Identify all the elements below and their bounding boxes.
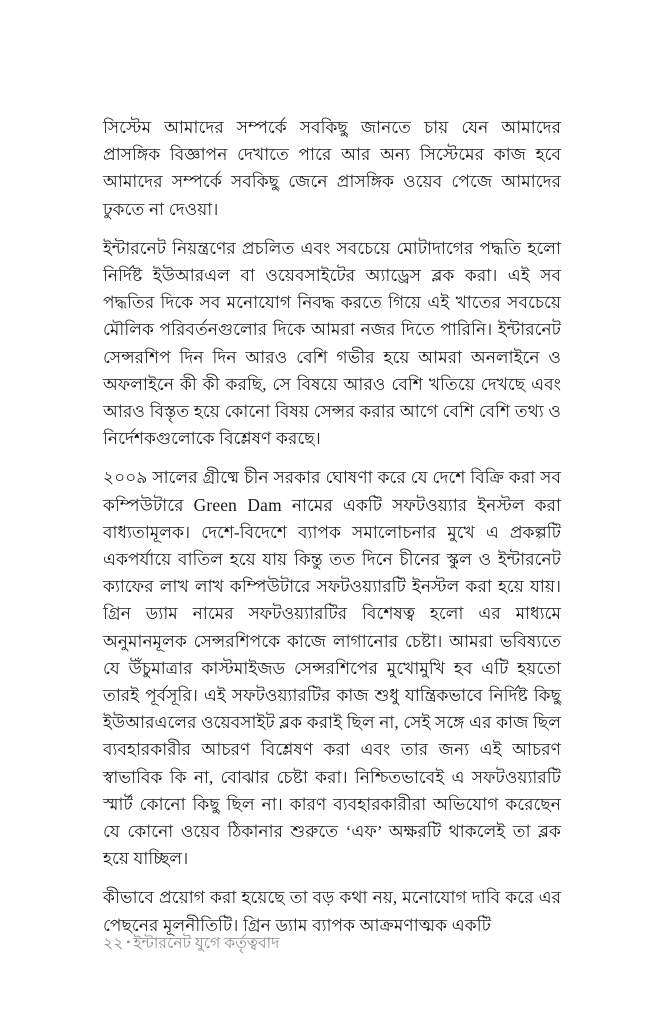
- footer-book-title: ইন্টারনেট যুগে কর্তৃত্ববাদ: [133, 935, 280, 952]
- paragraph-3: [103, 464, 561, 872]
- paragraph-2: ইন্টারনেট নিয়ন্ত্রণের প্রচলিত এবং সবচেয়ে মোটাদাগের পদ্ধতি হলো নির্দিষ্ট ইউআরএল বা ওয়েবসাইটের অ্যাড্রেস ব্লক করা। এই সব পদ্ধতির দিকে সব মনোযোগ নিবদ্ধ করতে গিয়ে এই খাতের সবচেয়ে মৌলিক পরিবর্তনগুলোর দিকে আমরা নজর দিতে পারিনি। ইন্টারনেট সেন্সরশিপ দিন দিন আরও বেশি গভীর হয়ে আমরা অনলাইনে ও অফলাইনে কী কী করছি, সে বিষয়ে আরও বেশি খতিয়ে দেখছে এবং আরও বিস্তৃত হয়ে কোনো বিষয় সেন্সর করার আগে বেশি বেশি তথ্য ও নির্দেশকগুলোকে বিশ্লেষণ করছে।: [103, 238, 561, 449]
- footer-page-number: ২২: [103, 935, 124, 952]
- paragraph-4: কীভাবে প্রয়োগ করা হয়েছে তা বড় কথা নয়, মনোযোগ দাবি করে এর পেছনের মূলনীতিটি। গ্রিন ড্যাম ব্যাপক আক্রমণাত্মক একটি: [103, 888, 561, 935]
- paragraph-3-latin-term: Green Dam: [193, 494, 282, 515]
- footer-separator-icon: •: [126, 935, 131, 949]
- paragraph-3-segment-bn-2: নামের একটি সফটওয়্যার ইনস্টল করা বাধ্যতামূলক। দেশে-বিদেশে ব্যাপক সমালোচনার মুখে এ প্রকল্পটি একপর্যায়ে বাতিল হয়ে যায় কিন্তু তত দিনে চীনের স্কুল ও ইন্টারনেট ক্যাফের লাখ লাখ কম্পিউটারে সফটওয়্যারটি ইনস্টল করা হয়ে যায়। গ্রিন ড্যাম নামের সফটওয়্যারটির বিশেষত্ব হলো এর মাধ্যমে অনুমানমূলক সেন্সরশিপকে কাজে লাগানোর চেষ্টা। আমরা ভবিষ্যতে যে উঁচুমাত্রার কাস্টমাইজড সেন্সরশিপের মুখোমুখি হব এটি হয়তো তারই পূর্বসূরি। এই সফটওয়্যারটির কাজ শুধু যান্ত্রিকভাবে নির্দিষ্ট কিছু ইউআরএলের ওয়েবসাইট ব্লক করাই ছিল না, সেই সঙ্গে এর কাজ ছিল ব্যবহারকারীর আচরণ বিশ্লেষণ করা এবং তার জন্য এই আচরণ স্বাভাবিক কি না, বোঝার চেষ্টা করা। নিশ্চিতভাবেই এ সফটওয়্যারটি স্মার্ট কোনো কিছু ছিল না। কারণ ব্যবহারকারীরা অভিযোগ করেছেন যে কোনো ওয়েব ঠিকানার শুরুতে ‘এফ’ অক্ষরটি থাকলেই তা ব্লক হয়ে যাচ্ছিল।: [103, 495, 561, 869]
- paragraph-3-segment-bn-1: ২০০৯ সালের গ্রীষ্মে চীন সরকার ঘোষণা করে যে দেশে বিক্রি করা সব কম্পিউটারে: [103, 468, 561, 515]
- paragraph-1: সিস্টেম আমাদের সম্পর্কে সবকিছু জানতে চায় যেন আমাদের প্রাসঙ্গিক বিজ্ঞাপন দেখাতে পারে আর অন্য সিস্টেমের কাজ হবে আমাদের সম্পর্কে সবকিছু জেনে প্রাসঙ্গিক ওয়েব পেজে আমাদের ঢুকতে না দেওয়া।: [103, 118, 561, 219]
- body-text-column: [103, 114, 561, 939]
- page-footer: [103, 931, 561, 955]
